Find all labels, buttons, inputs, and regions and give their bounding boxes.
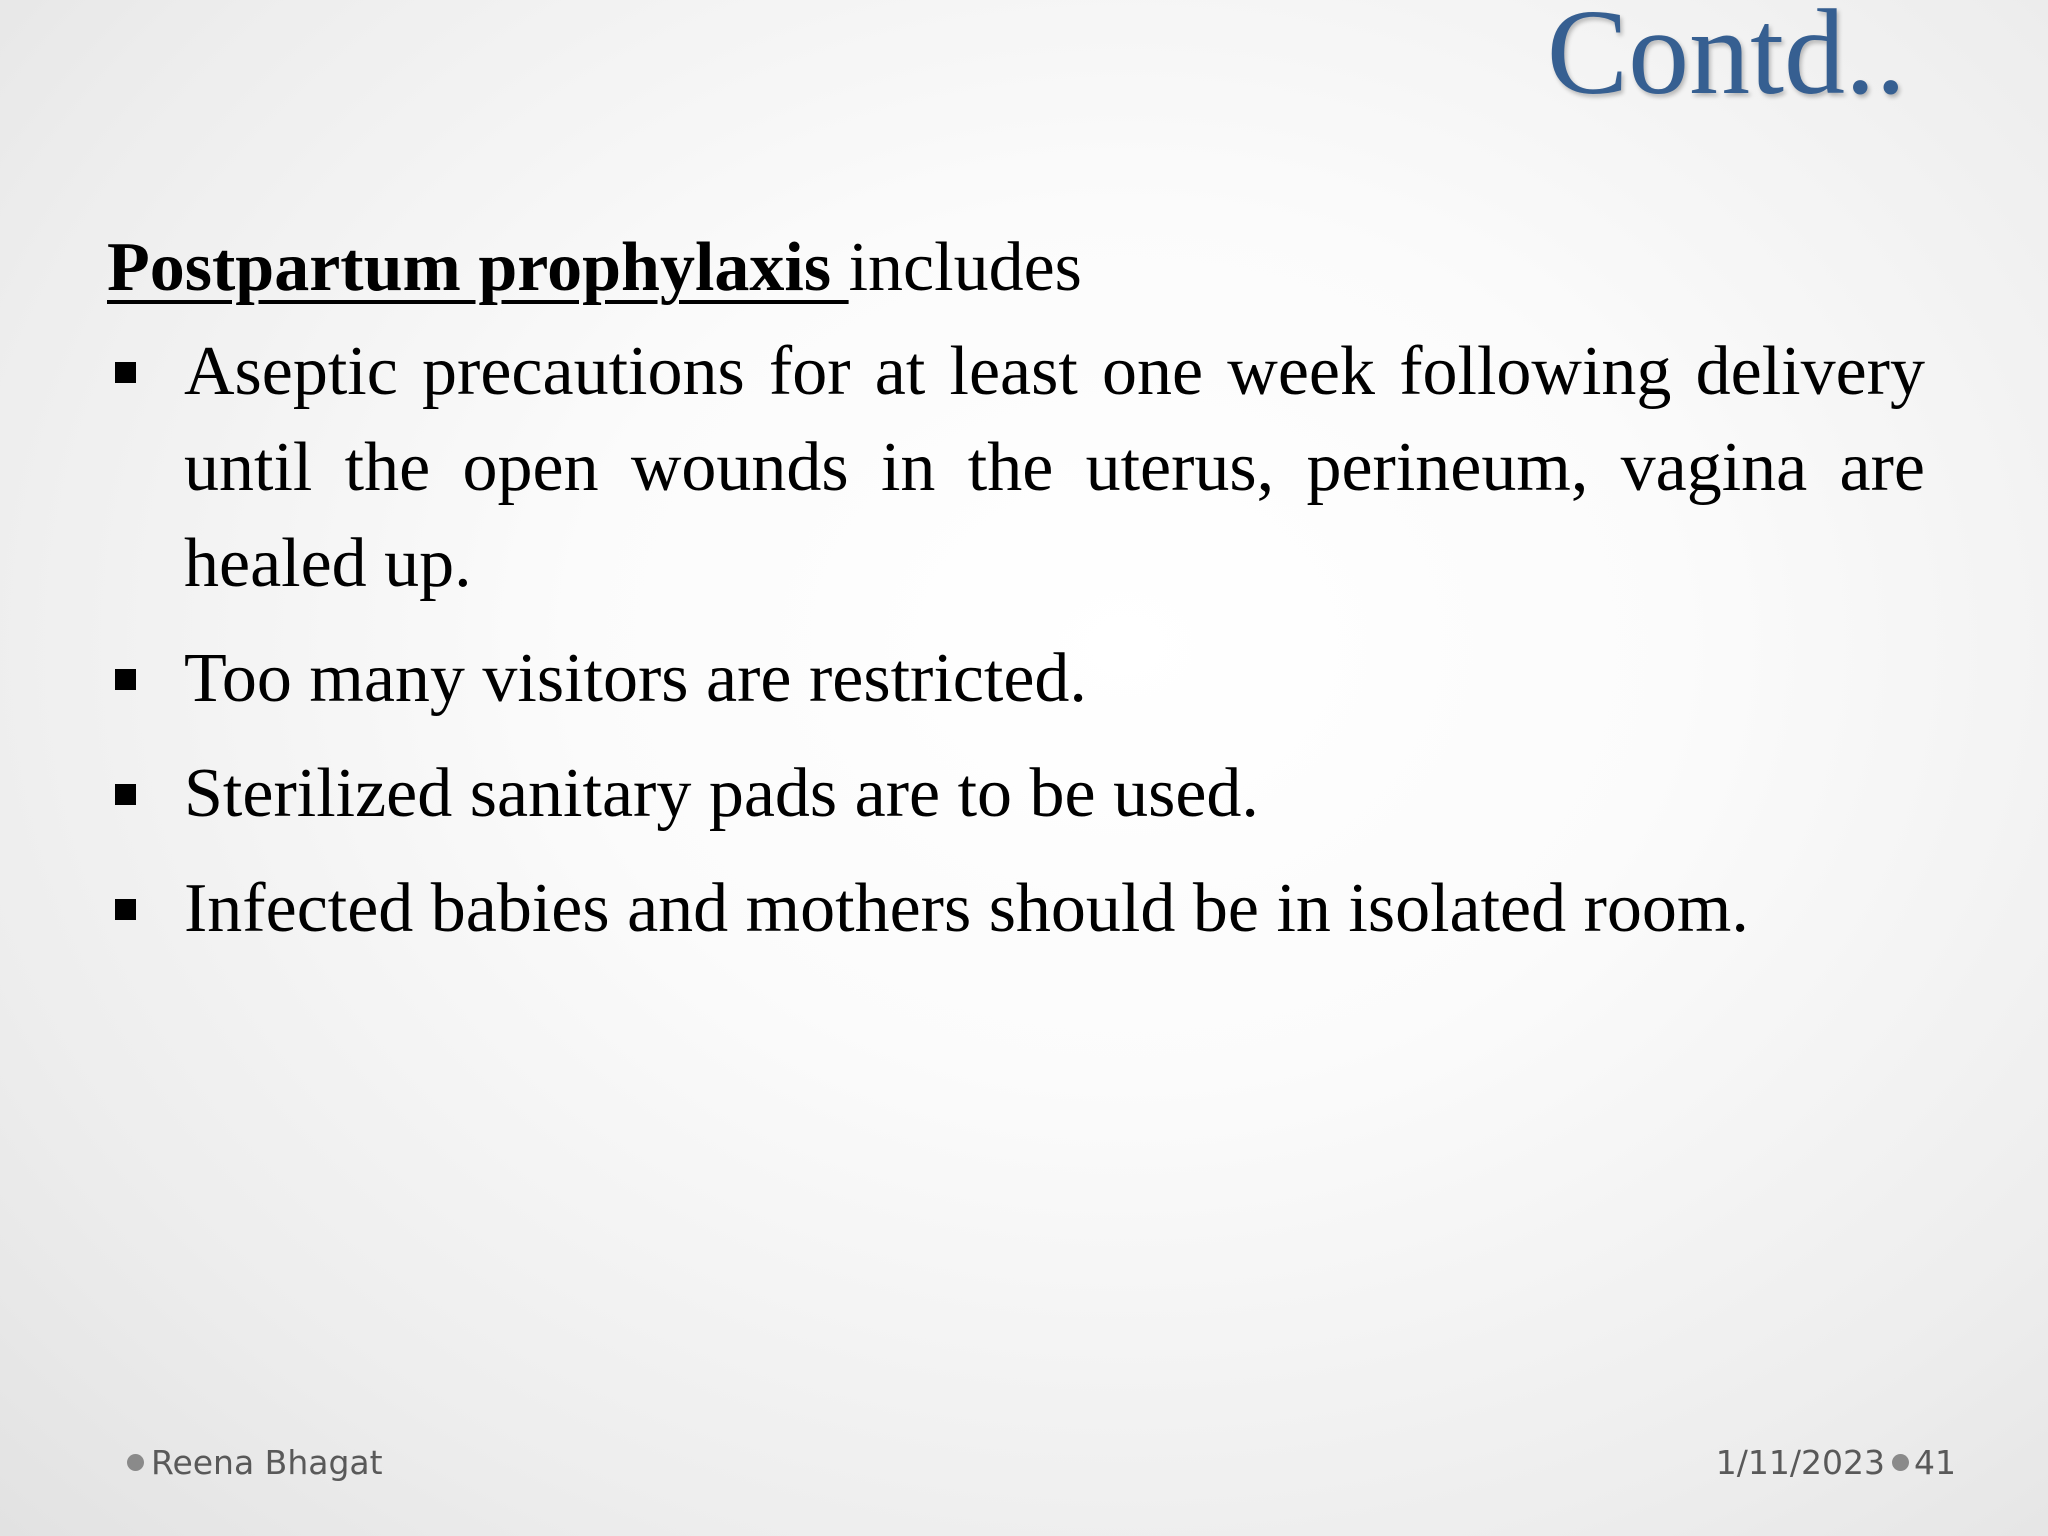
square-bullet-icon xyxy=(115,899,136,920)
bullet-item xyxy=(107,631,1925,727)
footer-meta xyxy=(1716,1443,1956,1482)
footer-dot-icon xyxy=(127,1454,144,1471)
square-bullet-icon xyxy=(115,669,136,690)
slide-body xyxy=(107,222,1925,976)
intro-line xyxy=(107,222,1925,314)
bullet-item xyxy=(107,746,1925,842)
footer-dot-icon xyxy=(1892,1454,1909,1471)
bullet-text: Sterilized sanitary pads are to be used. xyxy=(184,755,1259,832)
intro-rest-text: includes xyxy=(848,229,1082,306)
footer-author xyxy=(127,1443,383,1482)
bullet-text: Infected babies and mothers should be in isolated room. xyxy=(184,870,1749,947)
footer-date: 1/11/2023 xyxy=(1715,1443,1885,1482)
bullet-list xyxy=(107,324,1925,957)
bullet-item xyxy=(107,324,1925,612)
slide-title: Contd.. xyxy=(1546,0,1906,120)
bullet-text: Too many visitors are restricted. xyxy=(184,640,1087,717)
slide-number: 41 xyxy=(1914,1443,1956,1482)
square-bullet-icon xyxy=(115,784,136,805)
intro-lead-heading: Postpartum prophylaxis xyxy=(107,229,849,306)
square-bullet-icon xyxy=(115,362,136,383)
author-name: Reena Bhagat xyxy=(151,1443,383,1482)
bullet-text: Aseptic precautions for at least one week following delivery until the open wounds in the uterus, perineum, vagina are healed up. xyxy=(184,333,1925,602)
bullet-item xyxy=(107,861,1925,957)
